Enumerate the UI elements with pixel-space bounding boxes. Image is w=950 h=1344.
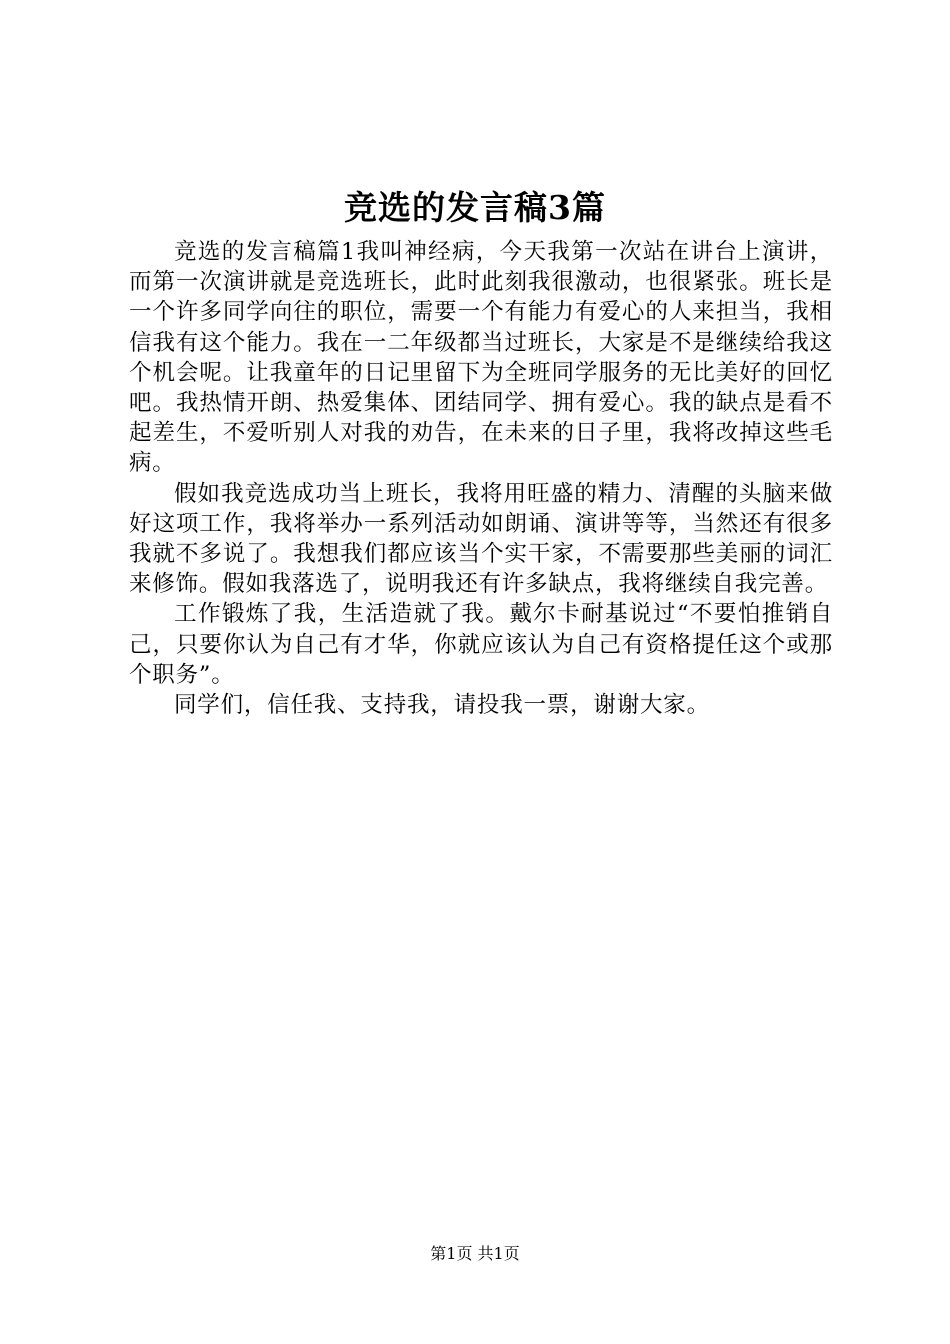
document-body — [129, 237, 833, 720]
page-footer: 第1页 共1页 — [430, 1244, 520, 1263]
paragraph-4: 同学们，信任我、支持我，请投我一票，谢谢大家。 — [174, 692, 710, 719]
paragraph-2: 假如我竞选成功当上班长，我将用旺盛的精力、清醒的头脑来做好这项工作，我将举办一系列活动如朗诵、演讲等等，当然还有很多我就不多说了。我想我们都应该当个实干家，不需要那些美丽的词汇来修饰。假如我落选了，说明我还有许多缺点，我将继续自我完善。 — [129, 480, 833, 598]
document-title: 竞选的发言稿3篇 — [344, 188, 606, 227]
paragraph-3: 工作锻炼了我，生活造就了我。戴尔卡耐基说过“不要怕推销自己，只要你认为自己有才华，你就应该认为自己有资格提任这个或那个职务”。 — [129, 601, 833, 688]
paragraph-1: 竞选的发言稿篇1我叫神经病，今天我第一次站在讲台上演讲，而第一次演讲就是竞选班长，此时此刻我很激动，也很紧张。班长是一个许多同学向往的职位，需要一个有能力有爱心的人来担当，我相信我有这个能力。我在一二年级都当过班长，大家是不是继续给我这个机会呢。让我童年的日记里留下为全班同学服务的无比美好的回忆吧。我热情开朗、热爱集体、团结同学、拥有爱心。我的缺点是看不起差生，不爱听别人对我的劝告，在未来的日子里，我将改掉这些毛病。 — [129, 239, 833, 477]
